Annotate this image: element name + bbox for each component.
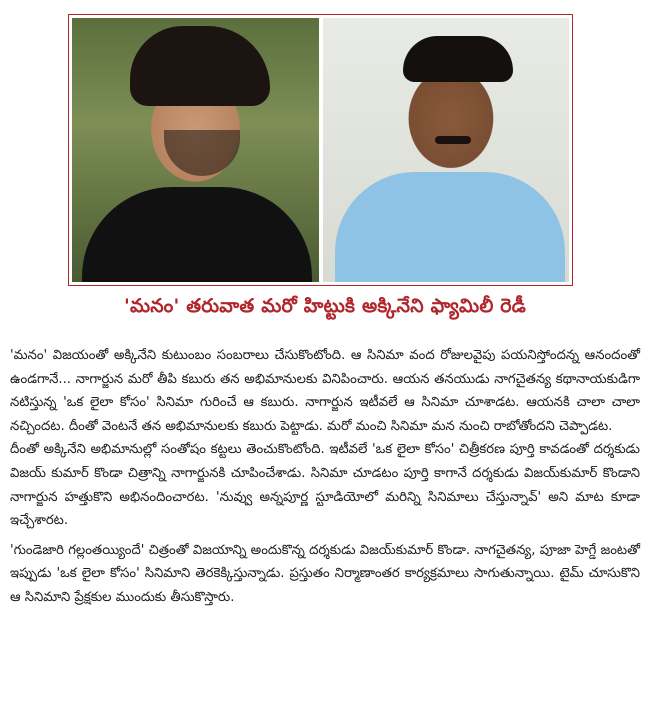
article-paragraph-2: దీంతో అక్కినేని అభిమానుల్లో సంతోషం కట్టలు తెంచుకొంటోంది. ఇటీవలే 'ఒక లైలా కోసం' చిత్రీకరణ పూర్తి కావడంతో దర్శకుడు విజయ్ కుమార్ కొండా చిత్రాన్ని నాగార్జునకి చూపించేశాడు. సినిమా చూడటం పూర్తి కాగానే దర్శకుడు విజయ్‌కుమార్ కొండాని నాగార్జున హత్తుకొని అభినందించారట. 'నువ్వు అన్నపూర్ణ స్టూడియోలో మరిన్ని సినిమాలు చేస్తున్నావ్' అని మాట కూడా ఇచ్చేశారట. [10, 442, 640, 529]
mustache [435, 136, 471, 144]
hair [130, 26, 270, 106]
article-paragraph-1: 'మనం' విజయంతో అక్కినేని కుటుంబం సంబరాలు చేసుకొంటోంది. ఆ సినిమా వంద రోజులవైపు పయనిస్తోందన్న ఆనందంతో ఉండగానే... నాగార్జున మరో తీపి కబురు తన అభిమానులకు వినిపించారు. ఆయన తనయుడు నాగచైతన్య కథానాయకుడిగా నటిస్తున్న 'ఒక లైలా కోసం' సినిమా గురించే ఆ కబురు. నాగార్జున ఇటీవలే ఆ సినిమా చూశాడట. ఆయనకి చాలా చాలా నచ్చిందట. దీంతో వెంటనే తన అభిమానులకు కబురు పెట్టాడు. మరో మంచి సినిమా మన నుంచి రాబోతోందని చెప్పాడట. [10, 348, 640, 434]
article-body [10, 344, 640, 610]
beard [164, 130, 240, 176]
actor-photo [72, 18, 319, 282]
black-shirt [82, 187, 312, 282]
article-paragraph-3: 'గుండెజారి గల్లంతయ్యిందే' చిత్రంతో విజయాన్ని అందుకొన్న దర్శకుడు విజయ్‌కుమార్ కొండా. నాగచైతన్య, పూజా హెగ్డే జంటతో ఇప్పుడు 'ఒక లైలా కోసం' సినిమాని తెరకెక్కిస్తున్నాడు. ప్రస్తుతం నిర్మాణాంతర కార్యక్రమాలు సాగుతున్నాయి. టైమ్ చూసుకొని ఆ సినిమాని ప్రేక్షకుల ముందుకు తీసుకొస్తారు. [10, 542, 640, 605]
hair [403, 36, 513, 82]
article-headline: 'మనం' తరువాత మరో హిట్టుకి అక్కినేని ఫ్యామిలీ రెడీ [123, 295, 527, 317]
article-photo [68, 14, 573, 286]
director-photo [323, 18, 570, 282]
blue-shirt [335, 172, 565, 282]
